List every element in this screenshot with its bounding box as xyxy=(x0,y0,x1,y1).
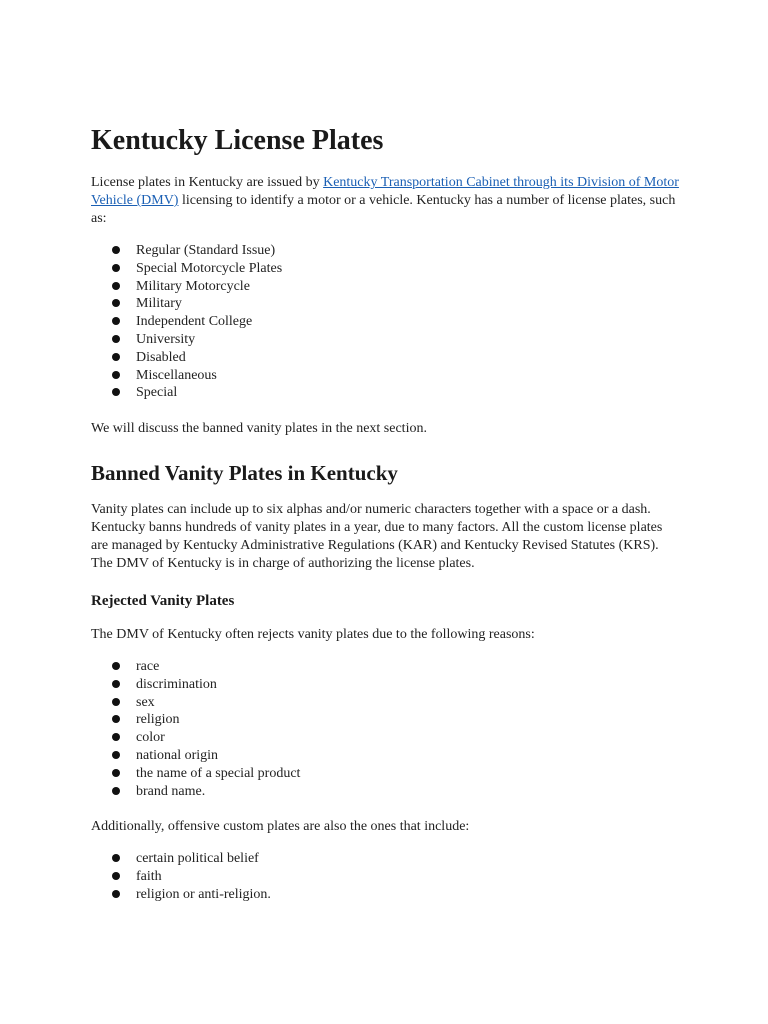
rejection-reason-item-text: religion xyxy=(136,712,180,728)
plate-type-item xyxy=(91,349,282,367)
plate-type-item xyxy=(91,260,282,278)
bullet-icon xyxy=(112,680,120,688)
offensive-item-text: certain political belief xyxy=(136,851,259,866)
rejection-reason-item-text: the name of a special product xyxy=(136,765,301,781)
kytc-dmv-link[interactable]: Kentucky Transportation Cabinet through its Division of Motor Vehicle (DMV) xyxy=(91,175,679,208)
bullet-icon xyxy=(112,662,120,670)
bullet-icon xyxy=(112,733,120,741)
offensive-item-text: faith xyxy=(136,868,162,884)
rejection-reason-item xyxy=(91,783,300,801)
bullet-icon xyxy=(112,353,120,361)
plate-type-item-text: Miscellaneous xyxy=(136,367,217,383)
plate-type-item xyxy=(91,384,282,402)
bullet-icon xyxy=(112,854,120,862)
offensive-item xyxy=(91,886,271,904)
bullet-icon xyxy=(112,317,120,325)
bullet-icon xyxy=(112,698,120,706)
rejection-reason-item xyxy=(91,747,300,765)
offensive-item-text: religion or anti-religion. xyxy=(136,886,271,902)
rejection-reason-item-text: discrimination xyxy=(136,676,217,692)
plate-type-item xyxy=(91,331,282,349)
rejection-reason-item xyxy=(91,711,300,729)
offensive-intro-paragraph: Additionally, offensive custom plates are also the ones that include: xyxy=(91,819,470,834)
bullet-icon xyxy=(112,335,120,343)
intro-text-after: licensing to identify a motor or a vehicle. Kentucky has a number of license plates, such as: xyxy=(91,193,676,226)
plate-type-item-text: Disabled xyxy=(136,349,186,365)
banned-plates-heading: Banned Vanity Plates in Kentucky xyxy=(91,461,398,485)
plate-type-item-text: Independent College xyxy=(136,314,253,330)
intro-text-before: License plates in Kentucky are issued by xyxy=(91,175,324,190)
rejected-intro-paragraph: The DMV of Kentucky often rejects vanity plates due to the following reasons: xyxy=(91,627,535,642)
rejection-reasons-list xyxy=(91,658,300,800)
bullet-icon xyxy=(112,264,120,272)
rejection-reason-item-text: color xyxy=(136,730,165,746)
transition-paragraph: We will discuss the banned vanity plates in the next section. xyxy=(91,421,427,436)
plate-type-item-text: University xyxy=(136,331,196,347)
plate-type-item xyxy=(91,242,282,260)
plate-type-item xyxy=(91,295,282,313)
bullet-icon xyxy=(112,715,120,723)
rejection-reason-item xyxy=(91,676,300,694)
offensive-item xyxy=(91,868,271,886)
plate-type-item-text: Military xyxy=(136,296,182,312)
bullet-icon xyxy=(112,246,120,254)
bullet-icon xyxy=(112,388,120,396)
rejection-reason-item xyxy=(91,729,300,747)
bullet-icon xyxy=(112,282,120,290)
bullet-icon xyxy=(112,299,120,307)
plate-type-item-text: Military Motorcycle xyxy=(136,278,250,294)
plate-type-item xyxy=(91,313,282,331)
plate-type-item-text: Special xyxy=(136,385,178,401)
banned-plates-paragraph: Vanity plates can include up to six alphas and/or numeric characters together with a space or a dash. Kentucky banns hundreds of vanity plates in a year, due to many factors. All the custom license plates are managed by Kentucky Administrative Regulations (KAR) and Kentucky Revised Statutes (KRS). The DMV of Kentucky is in charge of authorizing the license plates. xyxy=(91,502,663,571)
rejection-reason-item xyxy=(91,694,300,712)
rejection-reason-item-text: sex xyxy=(136,694,155,710)
page-title: Kentucky License Plates xyxy=(91,125,384,156)
plate-type-item xyxy=(91,278,282,296)
plate-type-item-text: Special Motorcycle Plates xyxy=(136,260,283,276)
bullet-icon xyxy=(112,751,120,759)
rejection-reason-item-text: race xyxy=(136,659,160,674)
bullet-icon xyxy=(112,787,120,795)
offensive-item xyxy=(91,850,271,868)
rejection-reason-item xyxy=(91,658,300,676)
bullet-icon xyxy=(112,769,120,777)
plate-types-list xyxy=(91,242,282,402)
bullet-icon xyxy=(112,872,120,880)
bullet-icon xyxy=(112,890,120,898)
rejection-reason-item xyxy=(91,765,300,783)
bullet-icon xyxy=(112,371,120,379)
plate-type-item-text: Regular (Standard Issue) xyxy=(136,243,276,258)
plate-type-item xyxy=(91,367,282,385)
intro-paragraph xyxy=(91,174,681,228)
rejection-reason-item-text: national origin xyxy=(136,747,219,763)
rejected-plates-heading: Rejected Vanity Plates xyxy=(91,593,235,609)
offensive-content-list xyxy=(91,850,271,903)
rejection-reason-item-text: brand name. xyxy=(136,783,206,799)
